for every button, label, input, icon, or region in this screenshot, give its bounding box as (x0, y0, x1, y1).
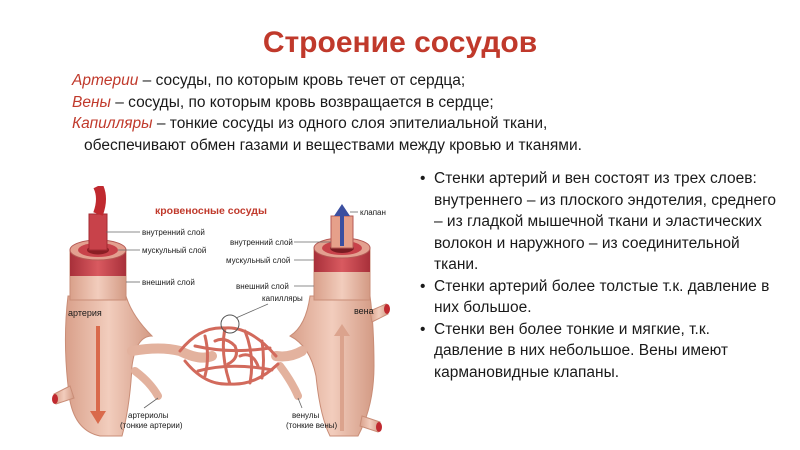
artery-inner-tube (89, 214, 107, 250)
definition-text: – тонкие сосуды из одного слоя эпителиальной ткани, (152, 115, 548, 132)
page-title: Строение сосудов (262, 26, 538, 59)
label-muscle-layer-vein: мускульный слой (226, 256, 291, 265)
artery-blood-flow (98, 186, 101, 214)
definition-text: – сосуды, по которым кровь возвращается в сердце; (110, 93, 494, 111)
label-inner-layer-vein: внутренний слой (230, 238, 293, 247)
definitions-block (72, 70, 772, 156)
artery-branch-lumen (52, 394, 58, 404)
label-outer-layer-artery: внешний слой (142, 278, 195, 287)
arteriole-vessel (132, 349, 212, 358)
bullet-list (418, 168, 778, 383)
blood-vessels-illustration (40, 186, 410, 450)
vein-branch-lower-lumen (376, 422, 382, 432)
label-muscle-layer-artery: мускульный слой (142, 246, 207, 255)
definition-capillaries (72, 113, 772, 135)
definition-text: – сосуды, по которым кровь течет от сердца; (138, 72, 466, 89)
label-venules-sub: (тонкие вены) (286, 421, 338, 430)
label-valve: клапан (360, 208, 386, 217)
term-veins: Вены (72, 93, 111, 111)
definition-veins (72, 92, 772, 114)
label-arterioles: артериолы (128, 411, 169, 420)
bullet-item: • Стенки артерий и вен состоят из трех слоев: внутреннего – из плоского эндотелия, среднего – из гладкой мышечной ткани и эластических волокон и наружного – из соединительной ткани. (418, 168, 778, 276)
definition-arteries (72, 70, 772, 92)
venule-vessel-lower (280, 366, 298, 396)
label-venules: венулы (292, 411, 320, 420)
term-arteries: Артерии (72, 72, 139, 89)
label-arterioles-sub: (тонкие артерии) (120, 421, 183, 430)
venule-vessel (276, 351, 302, 356)
vein-branch-lumen (384, 304, 390, 314)
label-inner-layer-artery: внутренний слой (142, 228, 205, 237)
label-capillaries: капилляры (262, 294, 303, 303)
label-artery: артерия (68, 308, 102, 318)
definition-continuation: обеспечивают обмен газами и веществами между кровью и тканями. (84, 136, 582, 154)
term-capillaries: Капилляры (72, 115, 153, 132)
bullet-item: • Стенки артерий более толстые т.к. давление в них большое. (418, 276, 778, 319)
figure-heading: кровеносные сосуды (155, 205, 267, 217)
arteriole-vessel-lower (135, 371, 158, 396)
bullet-item: • Стенки вен более тонкие и мягкие, т.к. давление в них небольшое. Вены имеют кармановидные клапаны. (418, 319, 778, 384)
label-outer-layer-vein: внешний слой (236, 282, 289, 291)
label-vein: вена (354, 306, 374, 316)
